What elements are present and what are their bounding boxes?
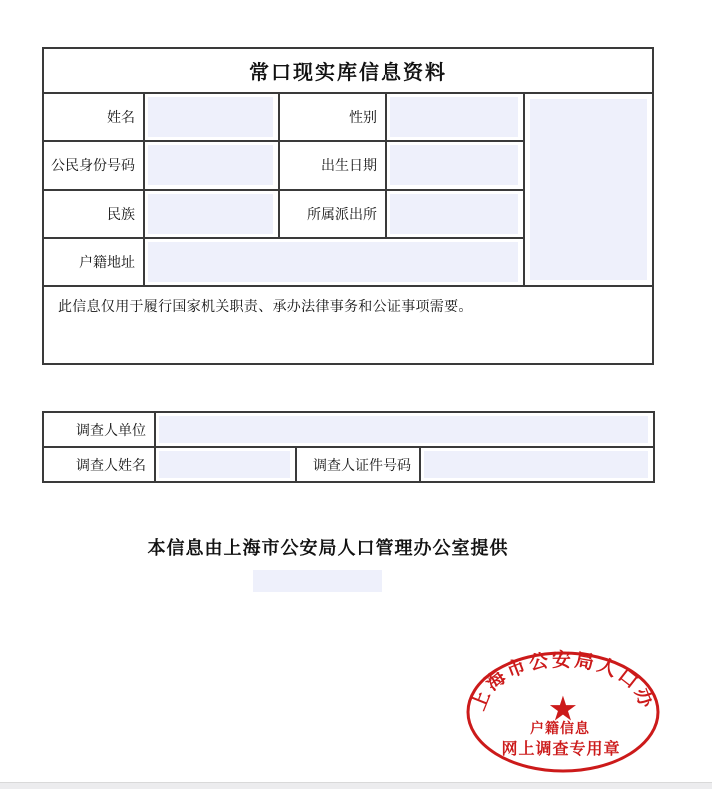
- seal-line2: 网上调查专用章: [501, 741, 621, 758]
- official-seal: [460, 645, 666, 780]
- photo-placeholder: [530, 99, 647, 280]
- table-row: [43, 447, 654, 482]
- address-field[interactable]: [148, 242, 518, 282]
- police-station-field[interactable]: [390, 194, 518, 234]
- address-label: 户籍地址: [43, 238, 144, 286]
- provider-date-field[interactable]: [253, 570, 382, 592]
- investigator-id-label: 调查人证件号码: [296, 447, 420, 482]
- seal-line1: 户籍信息: [530, 722, 590, 737]
- police-station-label: 所属派出所: [279, 190, 386, 238]
- investigator-name-field[interactable]: [159, 451, 290, 478]
- main-info-table: [42, 47, 654, 365]
- gender-label: 性别: [279, 93, 386, 141]
- seal-arc-text: 上海市公安局人口办: [468, 649, 658, 714]
- ethnicity-field[interactable]: [148, 194, 273, 234]
- investigator-id-field[interactable]: [424, 451, 648, 478]
- seal-star-icon: ★: [549, 693, 577, 726]
- citizen-id-field[interactable]: [148, 145, 273, 185]
- form-title: 常口现实库信息资料: [43, 48, 653, 93]
- table-row: [43, 412, 654, 447]
- name-field[interactable]: [148, 97, 273, 137]
- provider-statement: 本信息由上海市公安局人口管理办公室提供: [147, 538, 509, 558]
- investigator-name-label: 调查人姓名: [43, 447, 155, 482]
- birth-date-label: 出生日期: [279, 141, 386, 189]
- citizen-id-label: 公民身份号码: [43, 141, 144, 189]
- gender-field[interactable]: [390, 97, 518, 137]
- investigator-unit-field[interactable]: [159, 416, 648, 443]
- investigator-unit-label: 调查人单位: [43, 412, 155, 447]
- birth-date-field[interactable]: [390, 145, 518, 185]
- page-boundary-strip: [0, 782, 712, 789]
- investigator-table: [42, 411, 655, 483]
- ethnicity-label: 民族: [43, 190, 144, 238]
- table-row: [43, 93, 653, 141]
- name-label: 姓名: [43, 93, 144, 141]
- usage-note: 此信息仅用于履行国家机关职责、承办法律事务和公证事项需要。: [43, 286, 653, 364]
